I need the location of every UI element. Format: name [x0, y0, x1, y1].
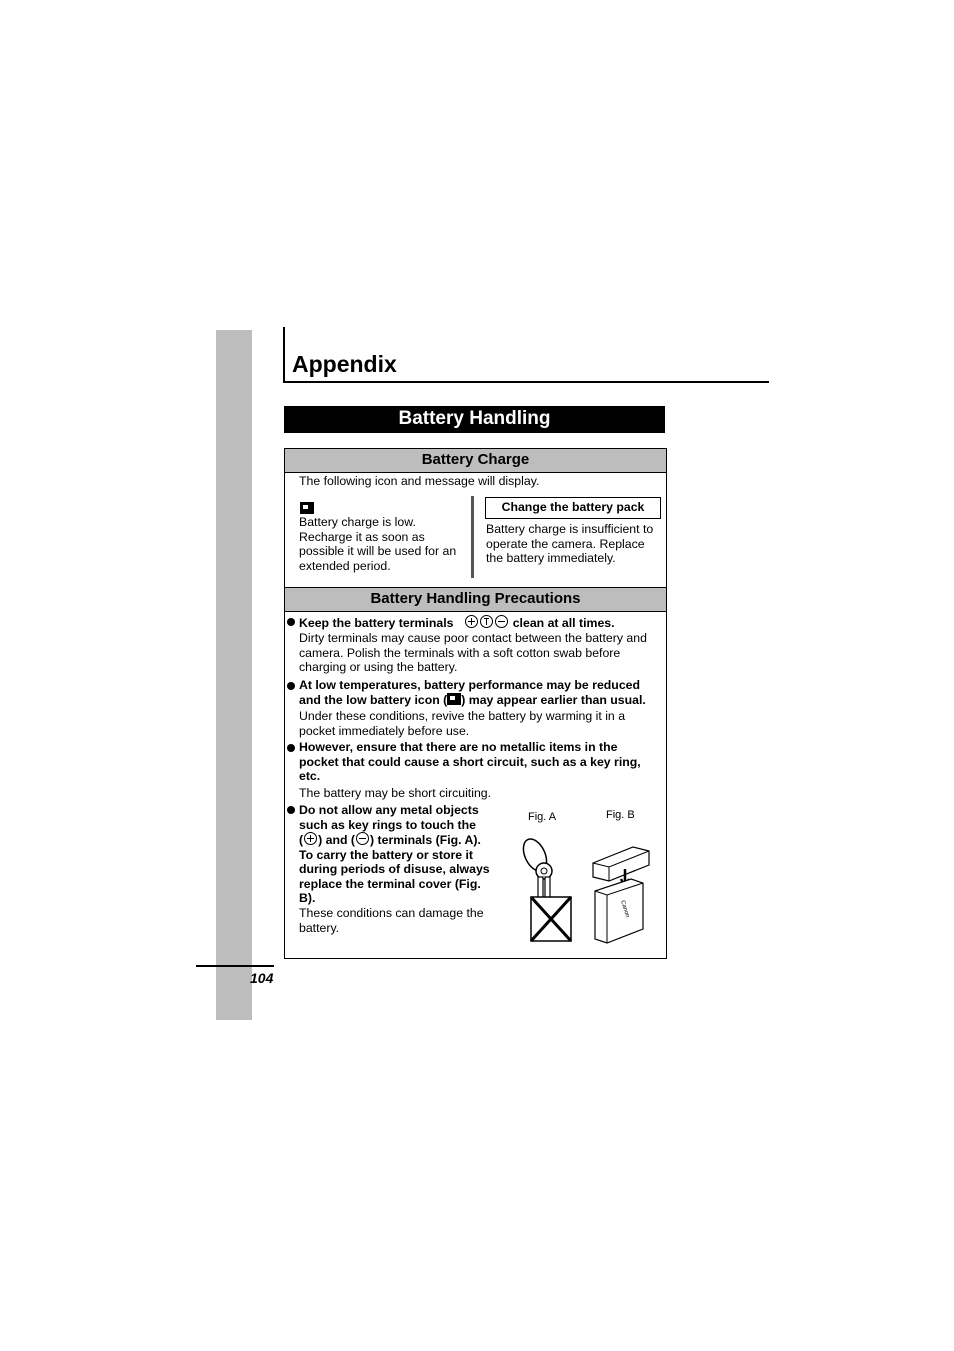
side-tab-bar	[216, 330, 252, 1020]
precaution-2-heading	[299, 678, 646, 707]
text-line: Do not allow any metal objects	[299, 803, 479, 817]
text-line: Under these conditions, revive the battery by warming it in a	[299, 709, 626, 723]
text-line: battery.	[299, 920, 340, 935]
text-line: pocket that could cause a short circuit, such as a key ring,	[299, 754, 641, 769]
bullet	[287, 682, 295, 690]
precautions-heading: Battery Handling Precautions	[285, 587, 666, 612]
text-line: Battery charge is low.	[299, 515, 416, 529]
precaution-4-heading	[299, 803, 490, 906]
text-line: However, ensure that there are no metallic items in the	[299, 740, 618, 754]
content-box	[284, 448, 667, 959]
plus-terminal-icon	[465, 615, 478, 628]
text-line: during periods of disuse, always	[299, 862, 490, 876]
page-number: 104	[250, 970, 274, 986]
footer-rule	[196, 965, 274, 967]
text-span: ) and (	[318, 833, 355, 847]
t-terminal-icon	[480, 615, 493, 628]
intro-text: The following icon and message will display.	[299, 474, 540, 488]
precaution-3-heading	[299, 740, 641, 784]
text-line: Battery charge is insufficient to	[486, 522, 654, 536]
precaution-1-heading	[299, 615, 615, 631]
plus-terminal-icon	[304, 832, 317, 845]
precaution-2-body	[299, 709, 625, 738]
precaution-1-body	[299, 631, 647, 675]
text-line: such as key rings to touch the	[299, 817, 476, 832]
insufficient-charge-description	[486, 522, 653, 566]
text-span: Keep the battery terminals	[299, 616, 454, 630]
text-span: clean at all times.	[512, 616, 615, 630]
text-span: ) terminals (Fig. A).	[370, 833, 481, 847]
text-span: ) may appear earlier than usual.	[461, 692, 646, 707]
minus-terminal-icon	[495, 615, 508, 628]
text-line: possible it will be used for an	[299, 544, 457, 558]
header-rule	[283, 381, 769, 383]
terminal-cover-illustration	[587, 841, 655, 945]
text-line: charging or using the battery.	[299, 660, 458, 674]
key-ring-illustration	[517, 833, 577, 945]
fig-a-label: Fig. A	[528, 811, 557, 823]
column-divider	[471, 496, 474, 578]
header-rule-vertical	[283, 327, 285, 383]
text-line: At low temperatures, battery performance may be reduced	[299, 678, 641, 692]
text-line: Dirty terminals may cause poor contact between the battery and	[299, 631, 647, 645]
text-span: and the low battery icon (	[299, 692, 448, 707]
text-line: camera. Polish the terminals with a soft cotton swab before	[299, 645, 621, 660]
bullet	[287, 618, 295, 626]
battery-brand-text: Canon	[619, 899, 631, 919]
precaution-3-body: The battery may be short circuiting.	[299, 786, 492, 800]
minus-terminal-icon	[356, 832, 369, 845]
fig-b-label: Fig. B	[606, 809, 635, 821]
text-line: operate the camera. Replace	[486, 536, 645, 551]
text-line: the battery immediately.	[486, 551, 616, 565]
low-battery-icon	[447, 693, 461, 705]
text-line: extended period.	[299, 558, 391, 573]
text-line: pocket immediately before use.	[299, 723, 470, 738]
low-battery-description	[299, 515, 456, 573]
battery-charge-heading: Battery Charge	[285, 449, 666, 473]
text-line: To carry the battery or store it	[299, 847, 474, 862]
bullet	[287, 744, 295, 752]
section-banner: Battery Handling	[284, 406, 665, 433]
text-line: replace the terminal cover (Fig.	[299, 876, 481, 891]
message-box: Change the battery pack	[485, 497, 661, 519]
text-line: etc.	[299, 769, 321, 783]
text-line: Recharge it as soon as	[299, 529, 425, 544]
page-title: Appendix	[292, 351, 397, 377]
text-span: (	[299, 833, 304, 847]
text-line: These conditions can damage the	[299, 906, 484, 920]
text-line: B).	[299, 891, 316, 905]
precaution-4-body	[299, 906, 484, 935]
bullet	[287, 806, 295, 814]
